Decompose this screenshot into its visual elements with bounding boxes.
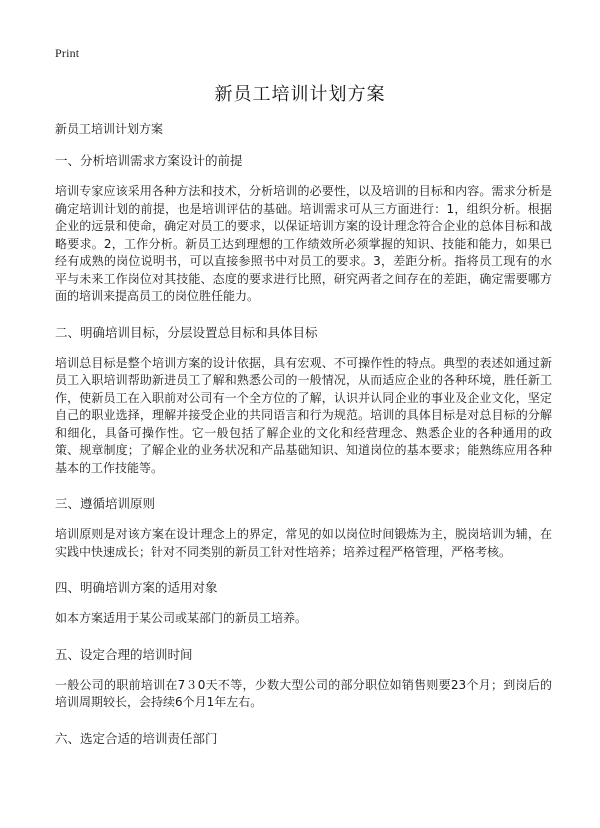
section-heading: 六、选定合适的培训责任部门 [55, 730, 218, 746]
section-body: 一般公司的职前培训在7３0天不等，少数大型公司的部分职位如销售则要23个月；到岗后的培训周期较长，会持续6个月1年左右。 [55, 677, 552, 709]
section-body: 培训总目标是整个培训方案的设计依据，具有宏观、不可操作性的特点。典型的表述如通过新员工入职培训帮助新进员工了解和熟悉公司的一般情况，从而适应企业的各种环境，胜任新工作，使新员工在入职前对公司有一个全方位的了解，认识并认同企业的事业及企业文化，坚定自己的职业选择，理解并接受企业的共同语言和行为规范。培训的具体目标是对总目标的分解和细化，具备可操作性。它一般包括了解企业的文化和经营理念、熟悉企业的各种通用的政策、规章制度；了解企业的业务状况和产品基础知识、知道岗位的基本要求；能熟练应用各种基本的工作技能等。 [55, 355, 552, 475]
section-heading: 三、遵循培训原则 [55, 496, 156, 511]
document-content [55, 121, 552, 761]
section-heading: 一、分析培训需求方案设计的前提 [55, 153, 243, 168]
section-body: 培训原则是对该方案在设计理念上的界定，常见的如以岗位时间锻炼为主，脱岗培训为辅，在实践中快速成长；针对不同类别的新员工针对性培养；培养过程严格管理，严格考核。 [55, 527, 552, 559]
section-training-goals [55, 325, 552, 478]
section-body: 如本方案适用于某公司或某部门的新员工培养。 [55, 611, 308, 625]
section-heading: 二、明确培训目标，分层设置总目标和具体目标 [55, 324, 318, 340]
section-needs-analysis [55, 153, 552, 306]
section-target-audience [55, 580, 552, 628]
section-body: 培训专家应该采用各种方法和技术，分析培训的必要性，以及培训的目标和内容。需求分析是确定培训计划的前提，也是培训评估的基础。培训需求可从三方面进行：1，组织分析。根据企业的远景和使命，确定对员工的要求，以保证培训方案的设计理念符合企业的总体目标和战略要求。2，工作分析。新员工达到理想的工作绩效所必须掌握的知识、技能和能力，如果已经有成熟的岗位说明书，可以直接参照书中对员工的要求。3，差距分析。指将员工现有的水平与未来工作岗位对其技能、态度的要求进行比照，研究两者之间存在的差距，确定需要哪方面的培训来提高员工的岗位胜任能力。 [55, 184, 552, 303]
section-heading: 四、明确培训方案的适用对象 [55, 580, 218, 595]
section-responsible-department [55, 731, 552, 747]
print-link[interactable]: Print [55, 46, 80, 60]
document-subtitle: 新员工培训计划方案 [55, 122, 164, 136]
section-training-principles [55, 496, 552, 561]
document-title: 新员工培训计划方案 [214, 84, 386, 105]
section-heading: 五、设定合理的培训时间 [55, 646, 193, 662]
section-training-time [55, 647, 552, 712]
